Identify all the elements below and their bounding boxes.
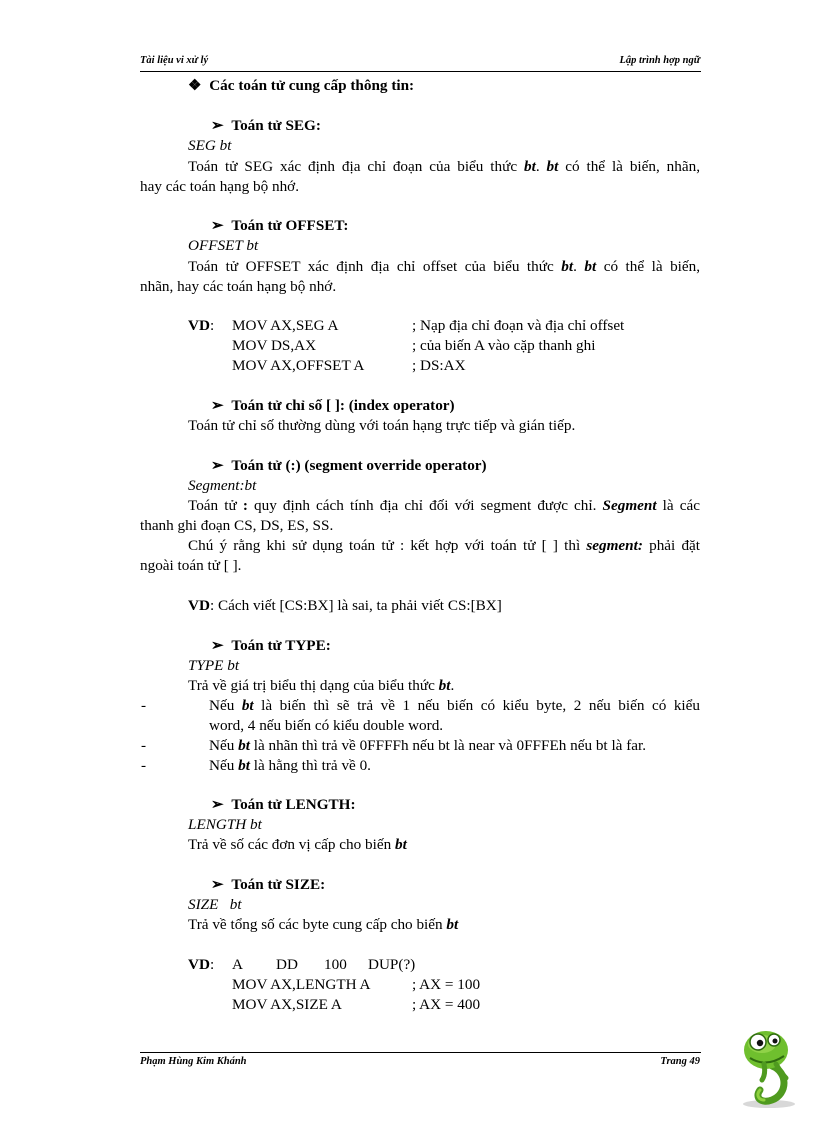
list-dash: - — [141, 697, 147, 714]
type-heading: ➢ Toán tử TYPE: — [211, 637, 331, 654]
segover-note-line2: ngoài toán tử [ ]. — [140, 557, 242, 574]
type-bullet-2: Nếu bt là nhãn thì trả về 0FFFFh nếu bt là near và 0FFFEh nếu bt là far. — [209, 737, 647, 754]
example-1-comments — [412, 316, 624, 376]
type-bullet-1-line1: Nếu bt là biến thì sẽ trả về 1 nếu biến có kiểu byte, 2 nếu biến có kiểu — [209, 697, 700, 714]
index-heading: ➢ Toán tử chỉ số [ ]: (index operator) — [211, 397, 455, 414]
segover-paragraph-line2: thanh ghi đoạn CS, DS, ES, SS. — [140, 517, 334, 534]
seg-heading: ➢ Toán tử SEG: — [211, 117, 321, 134]
code-comment: ; của biến A vào cặp thanh ghi — [412, 337, 596, 354]
footer-rule — [140, 1052, 701, 1053]
arrow-bullet-icon: ➢ — [211, 796, 224, 813]
code-line: MOV AX,SEG A — [232, 317, 339, 334]
index-paragraph: Toán tử chỉ số thường dùng với toán hạng trực tiếp và gián tiếp. — [188, 417, 576, 434]
gecko-mascot-icon — [736, 1020, 802, 1110]
length-syntax: LENGTH bt — [188, 816, 262, 833]
length-paragraph: Trả về số các đơn vị cấp cho biến bt — [188, 836, 407, 853]
offset-syntax: OFFSET bt — [188, 237, 259, 254]
footer-author: Phạm Hùng Kim Khánh — [140, 1056, 247, 1067]
size-heading: ➢ Toán tử SIZE: — [211, 876, 326, 893]
segover-heading: ➢ Toán tử (:) (segment override operator) — [211, 457, 487, 474]
arrow-bullet-icon: ➢ — [211, 217, 224, 234]
arrow-bullet-icon: ➢ — [211, 457, 224, 474]
diamond-bullet-icon: ❖ — [188, 77, 202, 94]
length-heading: ➢ Toán tử LENGTH: — [211, 796, 356, 813]
offset-paragraph-line2: nhãn, hay các toán hạng bộ nhớ. — [140, 278, 337, 295]
example-3-comments — [412, 975, 480, 1015]
segover-paragraph-line1: Toán tử : quy định cách tính địa chỉ đối với segment được chỉ. Segment là các — [188, 497, 700, 514]
offset-paragraph-line1: Toán tử OFFSET xác định địa chỉ offset của biểu thức bt. bt có thể là biến, — [188, 258, 701, 275]
arrow-bullet-icon: ➢ — [211, 876, 224, 893]
offset-heading: ➢ Toán tử OFFSET: — [211, 217, 349, 234]
size-paragraph: Trả về tổng số các byte cung cấp cho biến bt — [188, 916, 459, 933]
code-comment: ; AX = 100 — [412, 976, 481, 993]
example-3-code — [232, 975, 371, 1015]
type-bullet-1-line2: word, 4 nếu biến có kiểu double word. — [209, 717, 444, 734]
decl-dup: DUP(?) — [368, 956, 416, 973]
decl-count: 100 — [324, 956, 347, 973]
example-2: VD: Cách viết [CS:BX] là sai, ta phải viết CS:[BX] — [188, 597, 502, 614]
list-dash: - — [141, 757, 147, 774]
example-1-code — [232, 316, 364, 376]
header-right: Lập trình hợp ngữ — [619, 55, 700, 66]
type-bullet-3: Nếu bt là hằng thì trả về 0. — [209, 757, 371, 774]
header-left: Tài liệu vi xử lý — [140, 55, 209, 66]
decl-directive: DD — [276, 956, 298, 973]
type-paragraph: Trả về giá trị biểu thị dạng của biểu thức bt. — [188, 677, 455, 694]
arrow-bullet-icon: ➢ — [211, 637, 224, 654]
page-header — [140, 51, 700, 69]
code-comment: ; Nạp địa chỉ đoạn và địa chỉ offset — [412, 317, 625, 334]
decl-name: A — [232, 956, 243, 973]
page-footer — [140, 1056, 700, 1072]
page-number: Trang 49 — [660, 1056, 700, 1067]
type-syntax: TYPE bt — [188, 657, 240, 674]
code-line: MOV AX,SIZE A — [232, 996, 342, 1013]
example-3-label: VD: — [188, 956, 215, 973]
example-1-label: VD: — [188, 317, 215, 334]
code-line: MOV AX,OFFSET A — [232, 357, 365, 374]
segover-syntax: Segment:bt — [188, 477, 257, 494]
seg-paragraph-line1: Toán tử SEG xác định địa chỉ đoạn của biểu thức bt. bt có thể là biến, nhãn, — [188, 158, 700, 175]
seg-paragraph-line2: hay các toán hạng bộ nhớ. — [140, 178, 300, 195]
arrow-bullet-icon: ➢ — [211, 397, 224, 414]
size-syntax: SIZE bt — [188, 896, 242, 913]
segover-note-line1: Chú ý rằng khi sử dụng toán tử : kết hợp với toán tử [ ] thì segment: phải đặt — [188, 537, 701, 554]
code-line: MOV AX,LENGTH A — [232, 976, 371, 993]
list-dash: - — [141, 737, 147, 754]
section-title: ❖ Các toán tử cung cấp thông tin: — [188, 77, 415, 94]
code-line: MOV DS,AX — [232, 337, 317, 354]
code-comment: ; AX = 400 — [412, 996, 481, 1013]
seg-syntax: SEG bt — [188, 137, 232, 154]
code-comment: ; DS:AX — [412, 357, 466, 374]
arrow-bullet-icon: ➢ — [211, 117, 224, 134]
header-rule — [140, 71, 701, 72]
